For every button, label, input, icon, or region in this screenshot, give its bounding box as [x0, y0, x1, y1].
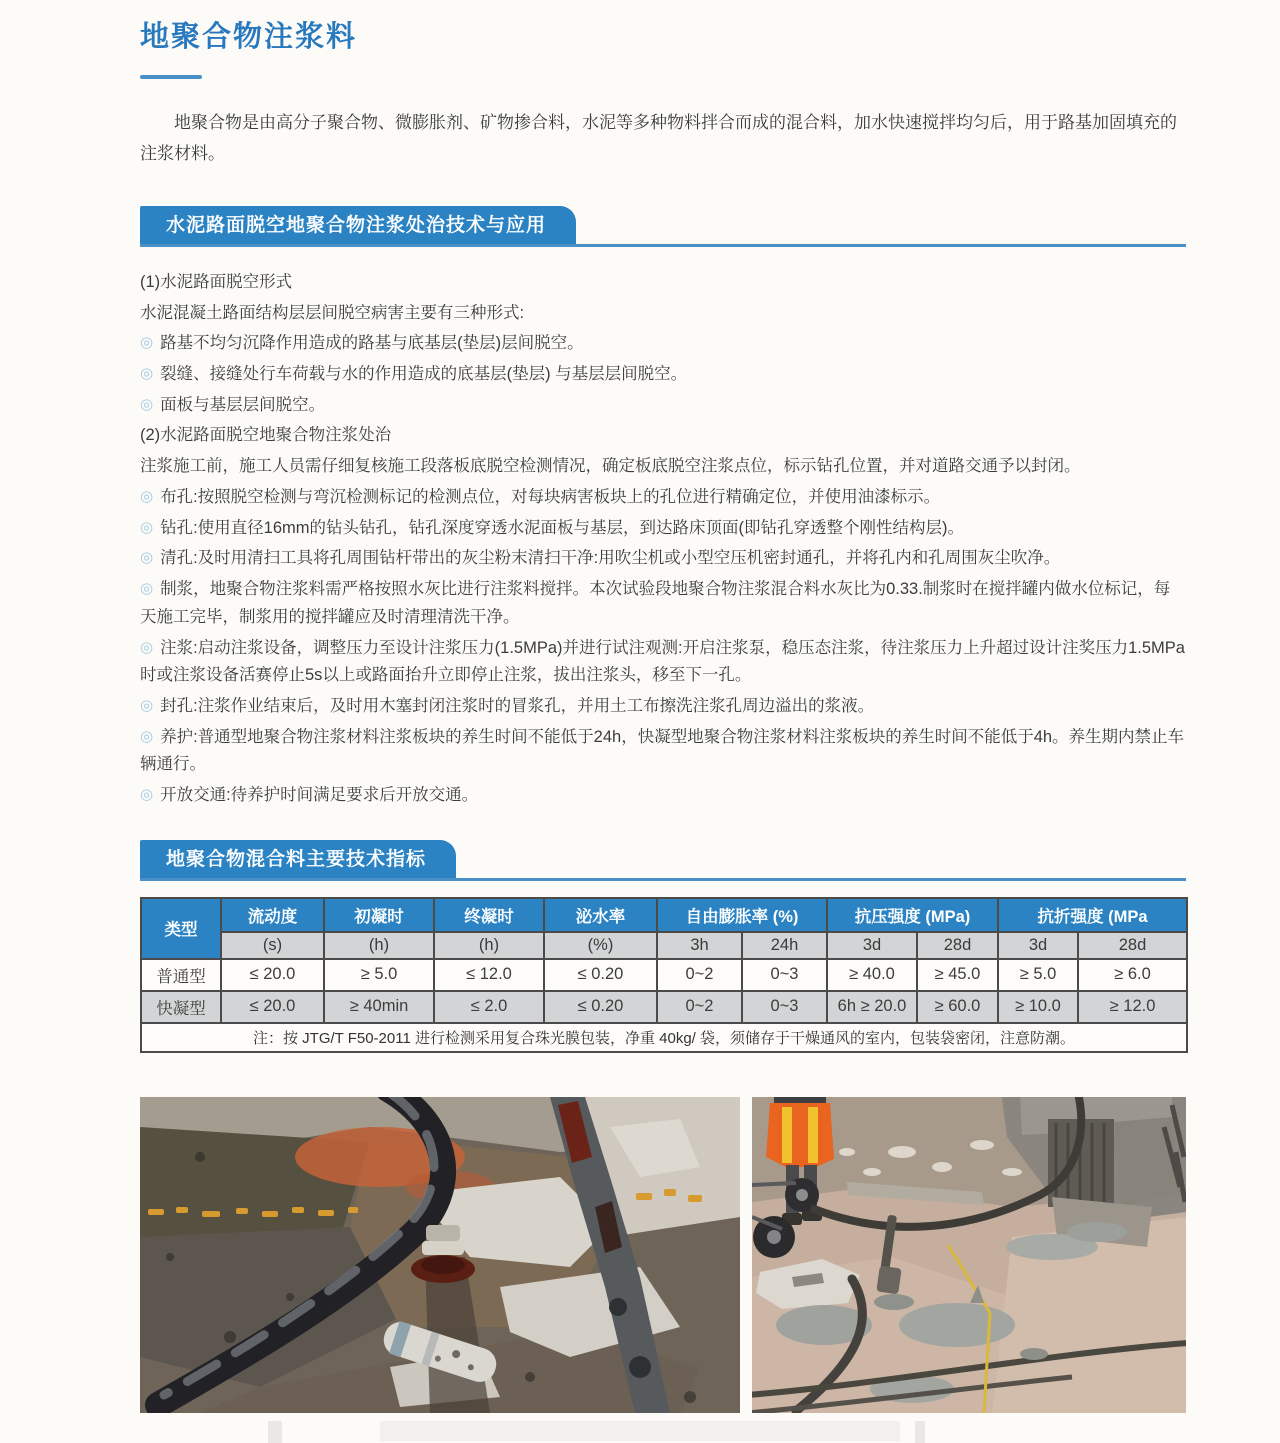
col-subheader: (h)	[324, 932, 434, 959]
row-label: 快凝型	[141, 991, 221, 1023]
paragraph: 水泥混凝土路面结构层层间脱空病害主要有三种形式:	[140, 303, 525, 322]
bullet-item: ◎ 开放交通:待养护时间满足要求后开放交通。	[140, 786, 479, 805]
section1-header-bar: 水泥路面脱空地聚合物注浆处治技术与应用	[140, 206, 576, 244]
cell: ≥ 45.0	[917, 959, 998, 991]
photo-row	[140, 1097, 1186, 1413]
col-subheader: 3d	[998, 932, 1078, 959]
paragraph: (2)水泥路面脱空地聚合物注浆处治	[140, 426, 392, 445]
title-underline-dash	[140, 75, 202, 79]
bullet-icon: ◎	[140, 638, 154, 656]
table-header-row-2	[141, 932, 1187, 959]
bullet-icon: ◎	[140, 549, 154, 567]
section2-header-rule	[140, 840, 1186, 881]
col-subheader: 3h	[657, 932, 742, 959]
bullet-item: ◎ 钻孔:使用直径16mm的钻头钻孔，钻孔深度穿透水泥面板与基层，到达路床顶面(即钻孔穿透整个刚性结构层)。	[140, 518, 965, 537]
bullet-icon: ◎	[140, 395, 154, 413]
cell: ≥ 40min	[324, 991, 434, 1023]
cell: ≥ 60.0	[917, 991, 998, 1023]
bullet-item: ◎ 裂缝、接缝处行车荷载与水的作用造成的底基层(垫层) 与基层层间脱空。	[140, 365, 688, 384]
bullet-icon: ◎	[140, 487, 154, 505]
cell: ≤ 20.0	[221, 991, 324, 1023]
cell: ≤ 20.0	[221, 959, 324, 991]
photo-grouting-site	[752, 1097, 1186, 1413]
cropped-shape	[915, 1421, 925, 1443]
section2-header-bar: 地聚合物混合料主要技术指标	[140, 840, 456, 878]
bullet-item: ◎ 面板与基层层间脱空。	[140, 395, 326, 414]
bullet-item: ◎ 路基不均匀沉降作用造成的路基与底基层(垫层)层间脱空。	[140, 334, 584, 353]
col-header: 初凝时	[324, 898, 434, 932]
col-subheader: (%)	[544, 932, 657, 959]
col-header: 自由膨胀率 (%)	[657, 898, 827, 932]
table-row	[141, 991, 1187, 1023]
cell: ≥ 12.0	[1078, 991, 1187, 1023]
bullet-icon: ◎	[140, 696, 154, 714]
table-header-row-1	[141, 898, 1187, 932]
bullet-icon: ◎	[140, 786, 154, 804]
cell: ≤ 0.20	[544, 991, 657, 1023]
bullet-item: ◎ 封孔:注浆作业结束后，及时用木塞封闭注浆时的冒浆孔，并用土工布擦洗注浆孔周边溢出的浆液。	[140, 696, 875, 715]
bullet-item: ◎ 布孔:按照脱空检测与弯沉检测标记的检测点位，对每块病害板块上的孔位进行精确定位，并使用油漆标示。	[140, 487, 941, 506]
bullet-item: ◎ 注浆:启动注浆设备，调整压力至设计注浆压力(1.5MPa)并进行试注观测:开启注浆泵，稳压态注浆，待注浆压力上升超过设计注奖压力1.5MPa时或注浆设备活赛停止5s以上或路面抬升立即停止注浆，拔出注浆头，移至下一孔。	[140, 638, 1185, 685]
cell: 0~2	[657, 959, 742, 991]
table-row	[141, 959, 1187, 991]
cell: 0~2	[657, 991, 742, 1023]
intro-paragraph: 地聚合物是由高分子聚合物、微膨胀剂、矿物掺合料，水泥等多种物料拌合而成的混合料，加水快速搅拌均匀后，用于路基加固填充的注浆材料。	[140, 113, 1177, 164]
spec-table	[140, 897, 1188, 1053]
cropped-shape	[380, 1421, 900, 1441]
table-note-row	[141, 1023, 1187, 1052]
cropped-next-row	[140, 1415, 1186, 1443]
bullet-icon: ◎	[140, 518, 154, 536]
cell: ≤ 2.0	[434, 991, 544, 1023]
document-page	[140, 0, 1186, 1443]
cell: ≥ 10.0	[998, 991, 1078, 1023]
cell: 0~3	[742, 991, 827, 1023]
cell: ≥ 5.0	[998, 959, 1078, 991]
page-title: 地聚合物注浆料	[140, 21, 358, 53]
col-subheader: 24h	[742, 932, 827, 959]
col-header-type: 类型	[141, 898, 221, 959]
col-header: 泌水率	[544, 898, 657, 932]
bullet-icon: ◎	[140, 365, 154, 383]
cell: ≥ 40.0	[827, 959, 917, 991]
col-header: 流动度	[221, 898, 324, 932]
paragraph: (1)水泥路面脱空形式	[140, 272, 293, 291]
col-subheader: 28d	[1078, 932, 1187, 959]
col-header: 终凝时	[434, 898, 544, 932]
section1-header-rule	[140, 206, 1186, 247]
cell: ≤ 12.0	[434, 959, 544, 991]
cell: 6h ≥ 20.0	[827, 991, 917, 1023]
bullet-icon: ◎	[140, 334, 154, 352]
col-subheader: 28d	[917, 932, 998, 959]
col-subheader: (h)	[434, 932, 544, 959]
col-header: 抗压强度 (MPa)	[827, 898, 998, 932]
photo-grouting-port	[140, 1097, 740, 1413]
bullet-item: ◎ 清孔:及时用清扫工具将孔周围钻杆带出的灰尘粉末清扫干净:用吹尘机或小型空压机密封通孔，并将孔内和孔周围灰尘吹净。	[140, 549, 1061, 568]
paragraph: 注浆施工前，施工人员需仔细复核施工段落板底脱空检测情况，确定板底脱空注浆点位，标示钻孔位置，并对道路交通予以封闭。	[140, 457, 1081, 476]
bullet-item: ◎ 养护:普通型地聚合物注浆材料注浆板块的养生时间不能低于24h，快凝型地聚合物注浆材料注浆板块的养生时间不能低于4h。养生期内禁止车辆通行。	[140, 727, 1185, 774]
bullet-icon: ◎	[140, 727, 154, 745]
cell: ≥ 5.0	[324, 959, 434, 991]
cell: ≥ 6.0	[1078, 959, 1187, 991]
cell: ≤ 0.20	[544, 959, 657, 991]
cropped-shape	[268, 1421, 282, 1443]
col-header: 抗折强度 (MPa	[998, 898, 1187, 932]
table-note: 注：按 JTG/T F50-2011 进行检测采用复合珠光膜包装，净重 40kg/ 袋，须储存于干燥通风的室内，包装袋密闭，注意防潮。	[141, 1023, 1187, 1052]
row-label: 普通型	[141, 959, 221, 991]
cell: 0~3	[742, 959, 827, 991]
bullet-icon: ◎	[140, 580, 154, 598]
col-subheader: 3d	[827, 932, 917, 959]
section1-body	[140, 269, 1186, 810]
bullet-item: ◎ 制浆，地聚合物注浆料需严格按照水灰比进行注浆料搅拌。本次试验段地聚合物注浆混合料水灰比为0.33.制浆时在搅拌罐内做水位标记，每天施工完毕，制浆用的搅拌罐应及时清理清洗干净。	[140, 580, 1171, 626]
col-subheader: (s)	[221, 932, 324, 959]
